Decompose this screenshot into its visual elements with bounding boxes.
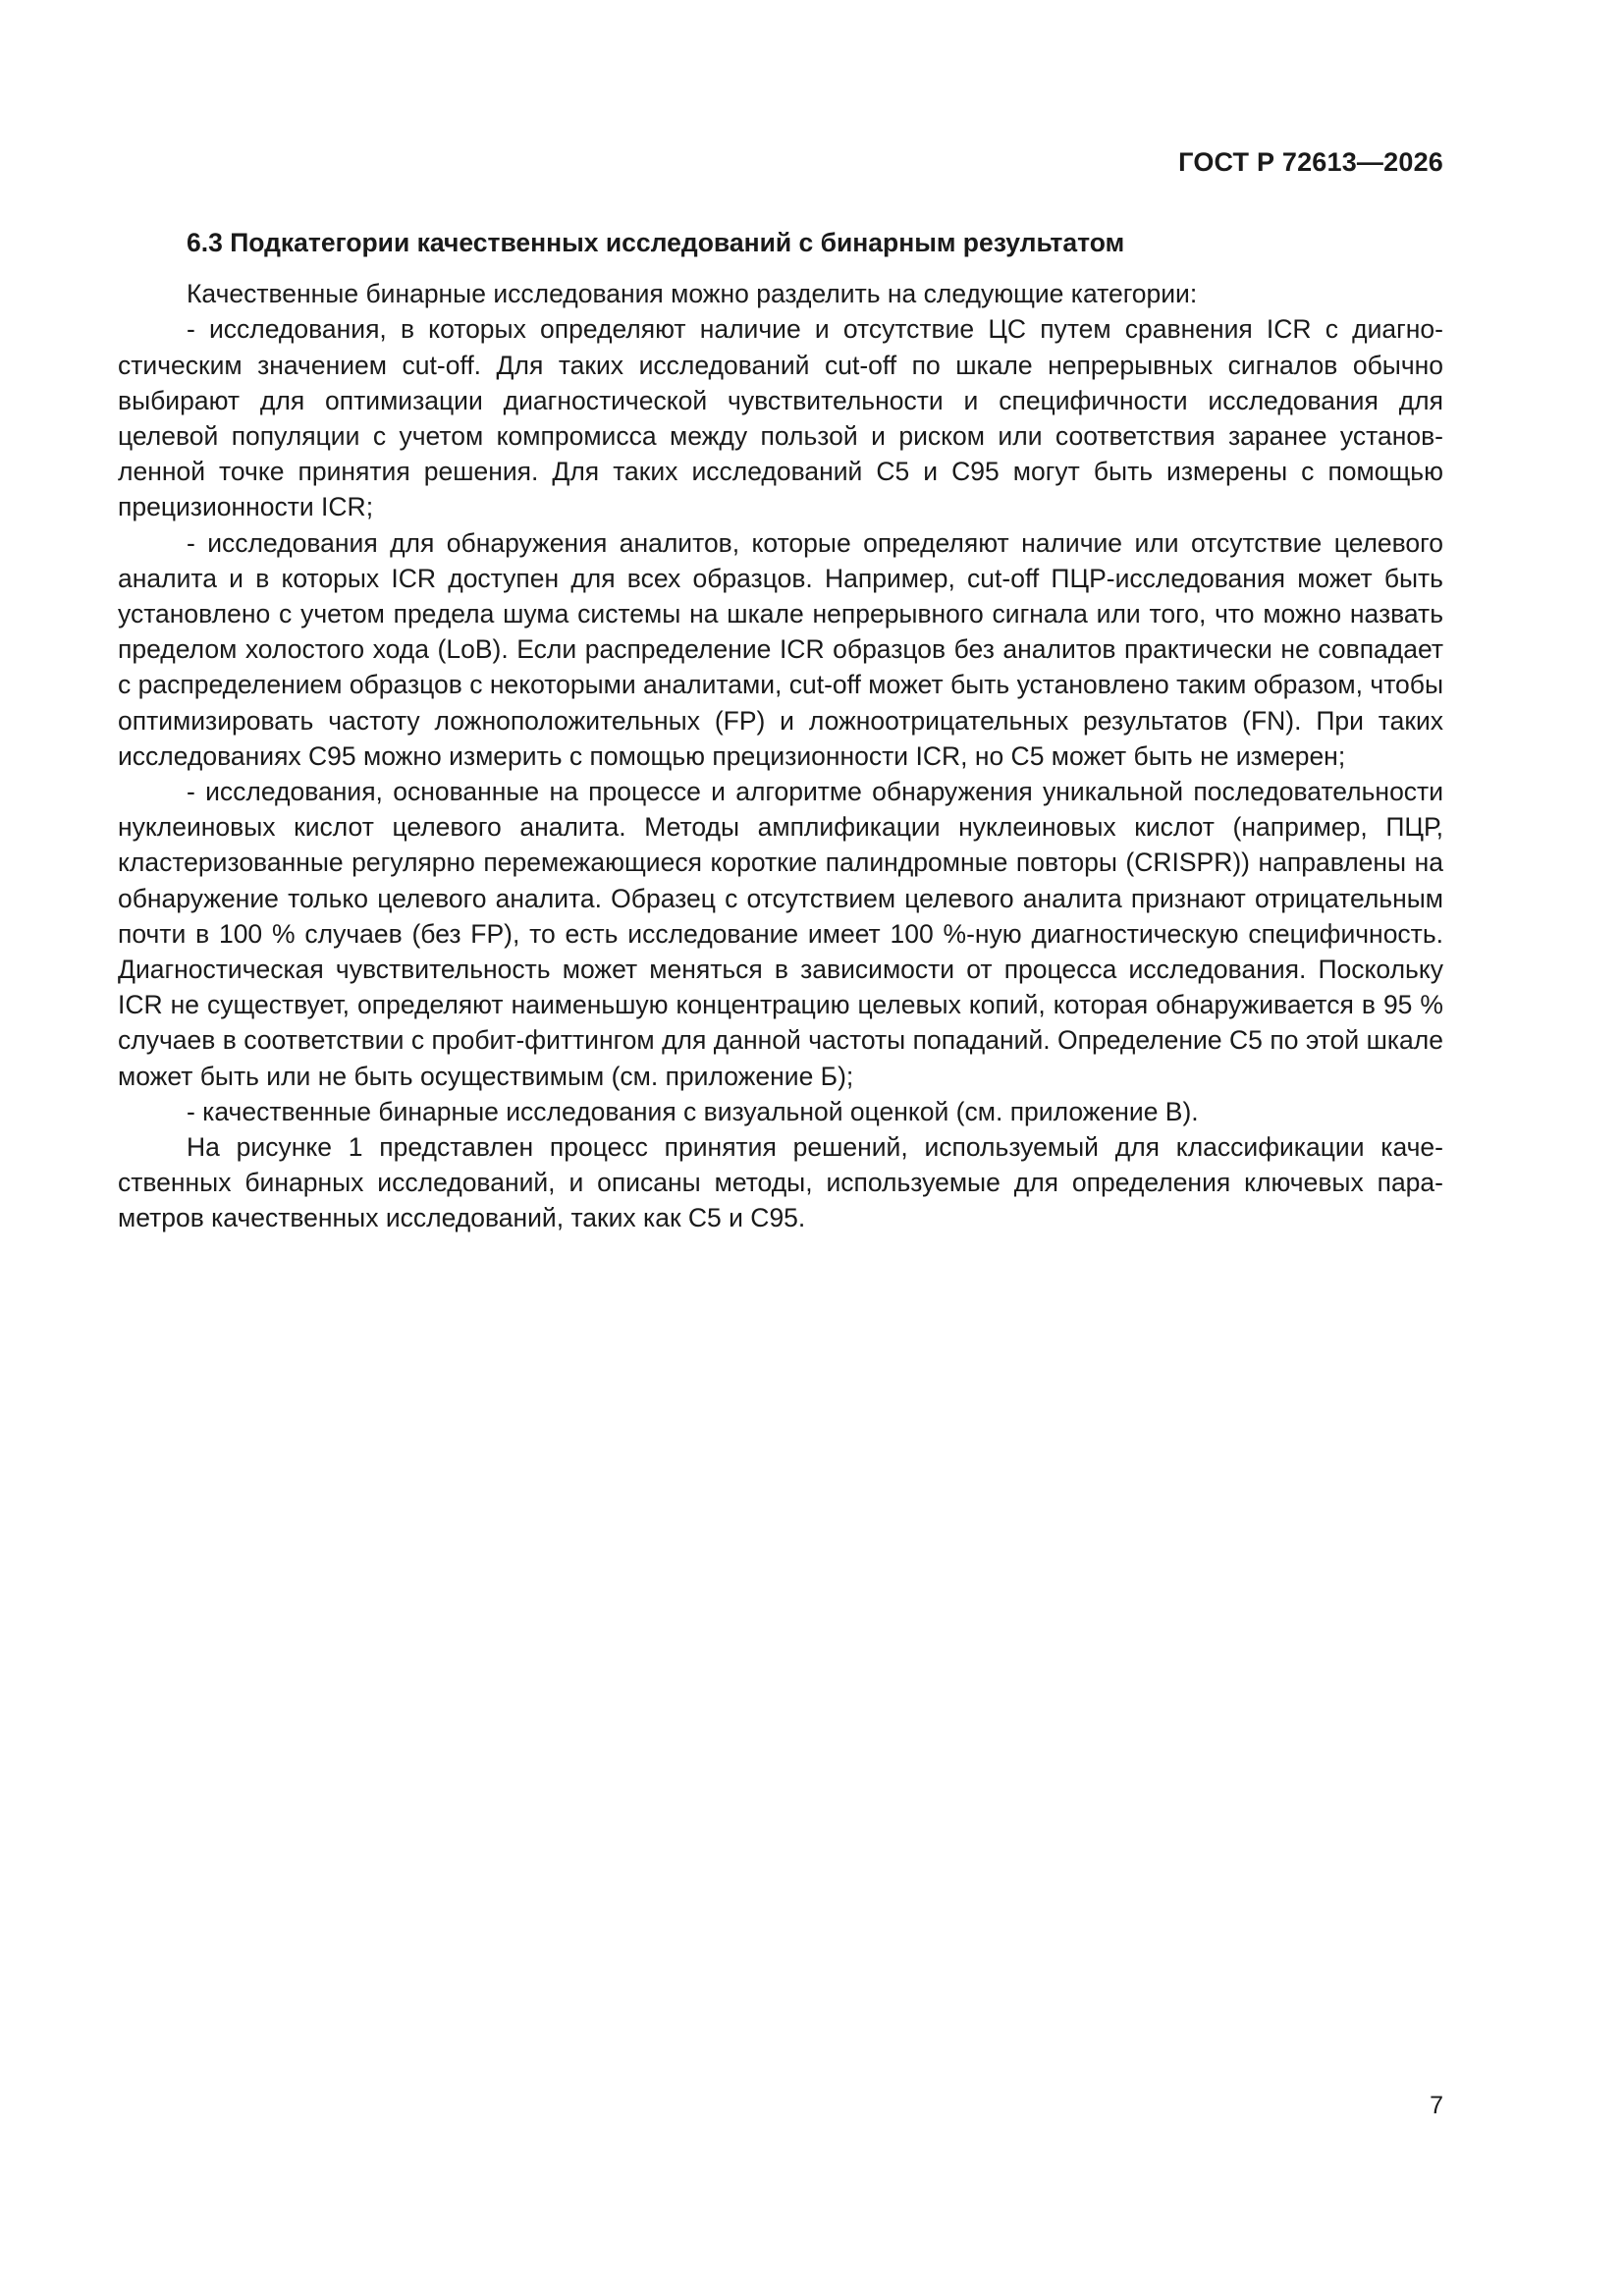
document-code: ГОСТ Р 72613—2026 — [1178, 147, 1443, 177]
list-item-visual-assays: - качественные бинарные исследования с визуальной оценкой (см. приложение В). — [187, 1096, 1199, 1126]
section-title: 6.3 Подкатегории качественных исследований с бинарным результатом — [187, 228, 1125, 257]
paragraph-figure-reference: На рисунке 1 представлен процесс принятия решений, используемый для классификации качественных бинарных исследований, и описаны методы, используемые для определения ключевых параметров качественных исследований, таких как C5 и C95. — [118, 1132, 1443, 1233]
list-item-nucleic-acid-assays: - исследования, основанные на процессе и алгоритме обнаружения уникальной последовательности нуклеиновых кислот целевого аналита. Методы амплификации нуклеиновых кислот (например, ПЦР, кластеризованные регулярно перемежающиеся короткие палиндромные повторы (CRISPR)) направлены на обнаружение только целевого аналита. Образец с отсутствием целевого аналита признают отрицательным почти в 100 % случаев (без FP), то есть исследование имеет 100 %-ную диагностическую специфичность. Диагностическая чувствительность может меняться в зависимости от процесса исследования. Поскольку ICR не существует, определяют наименьшую концентрацию целевых копий, которая обнаруживается в 95 % случаев в соответствии с пробит-фиттингом для данной частоты попаданий. Определение C5 по этой шкале может быть или не быть осуществимым (см. приложение Б); — [118, 777, 1443, 1091]
list-item-cutoff-assays: - исследования, в которых определяют наличие и отсутствие ЦС путем сравнения ICR с диагностическим значением cut-off. Для таких исследований cut-off по шкале непрерывных сигналов обычно выбирают для оптимизации диагностической чувствительности и специфичности исследования для целевой популяции с учетом компромисса между пользой и риском или соответствия заранее установленной точке принятия решения. Для таких исследований C5 и C95 могут быть измерены с помощью прецизионности ICR; — [118, 314, 1443, 522]
page-number: 7 — [1430, 2092, 1443, 2119]
paragraph-intro: Качественные бинарные исследования можно разделить на следующие категории: — [187, 279, 1198, 309]
section-body — [118, 225, 1443, 1236]
list-item-analyte-detection-assays: - исследования для обнаружения аналитов, которые определяют наличие или отсутствие целевого аналита и в которых ICR доступен для всех образцов. Например, cut-off ПЦР-исследования может быть установлено с учетом предела шума системы на шкале непрерывного сигнала или того, что можно назвать пределом холостого хода (LoB). Если распределение ICR образцов без аналитов практически не совпадает с распределением образцов с некоторыми аналитами, cut-off может быть установлено таким образом, чтобы оптимизировать частоту ложноположительных (FP) и ложноотрицательных результатов (FN). При таких исследованиях C95 можно измерить с помощью прецизионности ICR, но C5 может быть не измерен; — [118, 527, 1443, 771]
